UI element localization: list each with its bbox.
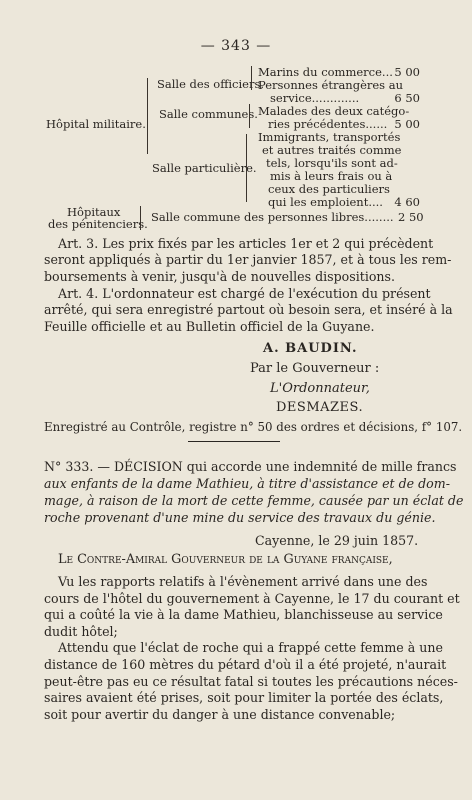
considerations: Vu les rapports relatifs à l'évènement arrivé dans une des cours de l'hôtel du gouvernement à Cayenne, le 17 du courant et qui a coûté la vie à la dame Mathieu, blanchisseuse au service dudit hôtel; Attendu que l'éclat de roche qui a frappé cette femme à une distance de 160 mètres du pétard d'où il a été projeté, n'aurait peut-être pas eu ce résultat fatal si toutes les précautions néces- saires avaient été prises, soit pour limiter la portée des éclats, soit pour avertir du danger à une distance convenable;	[44, 574, 460, 722]
hospital-military-label: Hôpital militaire.	[46, 117, 146, 131]
section-divider	[188, 441, 280, 442]
signature-role: L'Ordonnateur,	[270, 381, 370, 396]
room-common-free-label: Salle commune des personnes libres........	[151, 210, 394, 224]
tariff-row: tels, lorsqu'ils sont ad-	[266, 156, 398, 170]
tariff-row: Malades des deux catégo-	[258, 104, 410, 118]
decision-issuer: Le Contre-Amiral Gouverneur de la Guyane française,	[58, 552, 393, 567]
room-officers-label: Salle des officiers.	[157, 77, 265, 91]
room-common-label: Salle communes.	[159, 107, 258, 121]
tariff-row: Personnes étrangères au	[258, 78, 404, 92]
tariff-row: et autres traités comme	[262, 143, 402, 157]
room-common-free-value: 2 50	[398, 210, 424, 224]
tariff-row: qui les emploient.... 4 60	[268, 195, 420, 209]
hospitals-penitentiary-label-1: Hôpitaux	[67, 205, 121, 219]
signature-by: Par le Gouverneur :	[250, 361, 380, 376]
article-4: Art. 4. L'ordonnateur est chargé de l'exécution du présent arrêté, qui sera enregistré partout où besoin sera, et inséré à la Feuille officielle et au Bulletin officiel de la Guyane.	[44, 286, 453, 334]
hospitals-penitentiary-label-2: des pénitenciers.	[48, 217, 148, 231]
brace-common	[249, 104, 250, 128]
page-number: — 343 —	[200, 38, 272, 54]
decision-heading: N° 333. — DÉCISION qui accorde une indemnité de mille francs aux enfants de la dame Mathieu, à titre d'assistance et de dom- mage, à raison de la mort de cette femme, causée par un éclat de roche provenant d'une mine du service des travaux du génie.	[44, 459, 464, 525]
tariff-row: ceux des particuliers	[268, 182, 390, 196]
signatory-name: A. BAUDIN.	[263, 341, 358, 356]
article-3: Art. 3. Les prix fixés par les articles 1er et 2 qui précèdent seront appliqués à partir du 1er janvier 1857, et à tous les rem- boursements à venir, jusqu'à de nouvelles dispositions.	[44, 236, 452, 284]
tariff-row: mis à leurs frais ou à	[270, 169, 393, 183]
registration-note: Enregistré au Contrôle, registre n° 50 des ordres et décisions, f° 107.	[44, 420, 463, 434]
tariff-rows	[258, 66, 420, 209]
tariff-row: service............. 6 50	[270, 91, 420, 105]
signature-official: DESMAZES.	[276, 400, 364, 415]
tariff-row: Marins du commerce... 5 00	[258, 65, 420, 79]
decision-date: Cayenne, le 29 juin 1857.	[255, 533, 419, 548]
brace-left	[147, 78, 148, 154]
tariff-row: Immigrants, transportés	[258, 130, 401, 144]
room-private-label: Salle particulière.	[152, 161, 257, 175]
brace-penitentiary	[140, 206, 141, 230]
tariff-row: ries précédentes...... 5 00	[268, 117, 420, 131]
brace-private	[246, 134, 247, 202]
brace-officers	[251, 66, 252, 90]
